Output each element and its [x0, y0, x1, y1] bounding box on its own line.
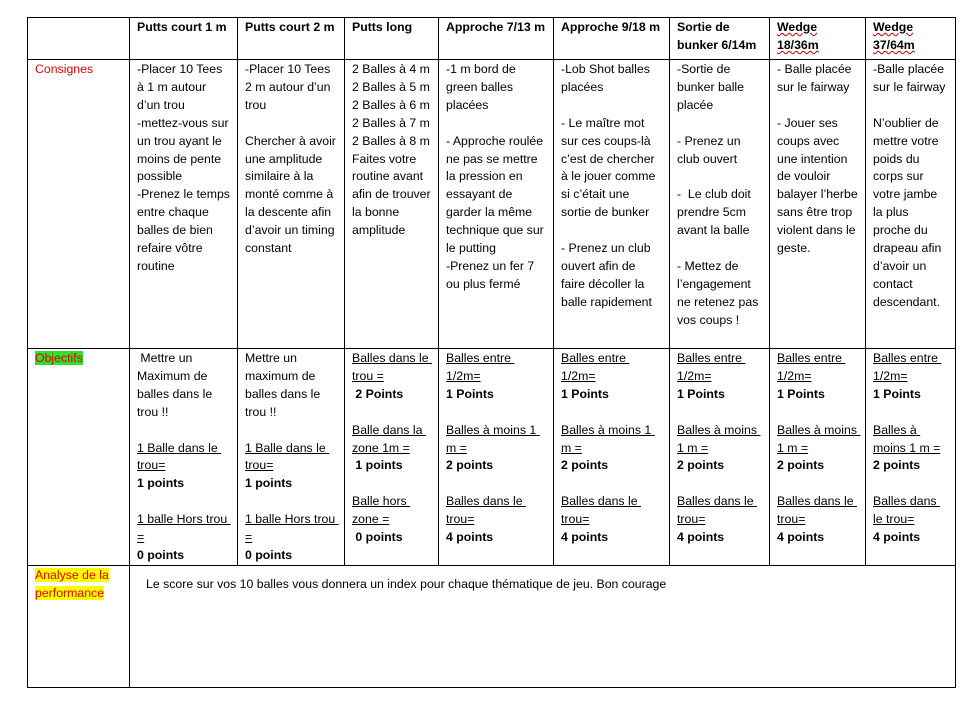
consigne-line: -Placer 10 Tees à 1 m autour d’un trou: [137, 62, 226, 112]
objectif-points: 1 points: [137, 476, 185, 491]
spacer: [777, 404, 858, 422]
objectif-points: 2 points: [446, 458, 494, 473]
objectifs-label: Objectifs: [35, 351, 83, 365]
evaluation-table: [27, 17, 956, 688]
spacer: [777, 475, 858, 493]
consigne-line: - Approche roulée ne pas se mettre la pression en essayant de garder la même technique que sur le putting: [446, 133, 548, 256]
objectifs-row: [28, 349, 956, 566]
objectif-criterion: Balles dans le trou=: [777, 494, 857, 527]
header-approche-9-18: Approche 9/18 m: [554, 18, 670, 60]
header-putts-long: Putts long: [345, 18, 439, 60]
objectif-intro: Mettre un Maximum de balles dans le trou !!: [137, 351, 216, 419]
objectif-points: 2 Points: [352, 386, 404, 401]
consigne-line: -mettez-vous sur un trou ayant le moins de pente possible: [137, 115, 232, 184]
spacer: [137, 493, 230, 511]
objectifs-cell: [238, 349, 345, 566]
consignes-label: Consignes: [35, 62, 94, 76]
consigne-line: [245, 115, 337, 133]
objectifs-label-cell: [28, 349, 130, 566]
consignes-row: [28, 60, 956, 349]
analyse-label: Analyse de la performance: [35, 567, 109, 600]
objectif-criterion: Balles dans le trou=: [677, 494, 757, 527]
header-approche-7-13: Approche 7/13 m: [439, 18, 554, 60]
objectif-points: 0 points: [352, 530, 403, 545]
objectif-criterion: 1 balle Hors trou =: [245, 512, 339, 545]
objectif-criterion: Balles dans le trou=: [561, 494, 641, 527]
consigne-line: [561, 97, 662, 115]
objectif-points: 1 Points: [777, 386, 825, 401]
objectif-criterion: Balles entre 1/2m=: [446, 351, 515, 383]
objectif-criterion: Balles entre 1/2m=: [777, 351, 846, 383]
spacer: [352, 475, 431, 493]
objectif-criterion: Balles à moins 1 m =: [446, 422, 540, 455]
objectif-criterion: Balles dans le trou=: [873, 494, 940, 527]
header-wedge-18-36-text: Wedge 18/36m: [777, 20, 819, 52]
consigne-line: - Prenez un club ouvert afin de faire décoller la balle rapidement: [561, 241, 654, 309]
objectif-criterion: 1 balle Hors trou =: [137, 512, 231, 545]
objectif-points: 1 points: [352, 458, 403, 473]
analyse-text: Le score sur vos 10 balles vous donnera un index pour chaque thématique de jeu. Bon courage: [130, 565, 956, 687]
consigne-line: - Jouer ses coups avec une intention de vouloir balayer l’herbe sans être trop violent dans le geste.: [777, 115, 862, 256]
objectif-points: 2 points: [873, 458, 921, 473]
objectif-points: 1 points: [245, 476, 293, 491]
consignes-cell: [554, 60, 670, 349]
objectif-criterion: Balles entre 1/2m=: [561, 351, 630, 383]
spacer: [561, 404, 662, 422]
consigne-line: [446, 115, 546, 133]
objectif-points: 4 points: [677, 530, 725, 545]
objectif-points: 4 points: [873, 530, 921, 545]
spacer: [677, 404, 762, 422]
objectif-criterion: Balle hors zone =: [352, 494, 411, 527]
objectif-points: 0 points: [137, 547, 185, 562]
consignes-cell: [238, 60, 345, 349]
objectif-criterion: Balle dans la zone 1m =: [352, 422, 426, 455]
objectif-points: 4 points: [561, 530, 609, 545]
objectif-intro: Mettre un maximum de balles dans le trou !!: [245, 351, 324, 419]
consigne-line: -Sortie de bunker balle placée: [677, 62, 748, 112]
objectifs-cell: [130, 349, 238, 566]
spacer: [245, 493, 337, 511]
objectif-points: 4 points: [777, 530, 825, 545]
spacer: [245, 422, 337, 440]
spacer: [446, 475, 546, 493]
objectif-criterion: Balles à moins 1 m =: [777, 422, 861, 455]
consigne-line: 2 Balles à 8 m: [352, 133, 430, 148]
header-putts-court-2m: Putts court 2 m: [238, 18, 345, 60]
consigne-line: N’oublier de mettre votre poids du corps sur votre jambe la plus proche du drapeau afin d’avoir un contact descendant.: [873, 115, 945, 309]
consigne-line: [677, 168, 762, 186]
objectif-criterion: 1 Balle dans le trou=: [137, 440, 222, 473]
spacer: [873, 404, 948, 422]
objectif-points: 2 points: [777, 458, 825, 473]
consigne-line: [561, 222, 662, 240]
consigne-line: -Prenez le temps entre chaque balles de bien refaire vôtre routine: [137, 187, 234, 273]
objectif-points: 1 Points: [446, 386, 494, 401]
objectif-criterion: Balles à moins 1 m =: [873, 422, 941, 455]
consigne-line: - Prenez un club ouvert: [677, 133, 744, 166]
consigne-line: [677, 115, 762, 133]
consigne-line: [677, 240, 762, 258]
consignes-cell: [345, 60, 439, 349]
consigne-line: - Balle placée sur le fairway: [777, 62, 855, 94]
objectifs-cell: [439, 349, 554, 566]
header-row: [28, 18, 956, 60]
consignes-label-cell: [28, 60, 130, 349]
objectif-criterion: 1 Balle dans le trou=: [245, 440, 330, 473]
consigne-line: - Mettez de l’engagement ne retenez pas vos coups !: [677, 258, 762, 327]
consigne-line: Faites votre routine avant afin de trouver la bonne amplitude: [352, 151, 435, 238]
objectif-criterion: Balles entre 1/2m=: [677, 351, 746, 383]
consigne-line: 2 Balles à 5 m: [352, 79, 430, 94]
consignes-cell: [130, 60, 238, 349]
spacer: [352, 404, 431, 422]
objectif-criterion: Balles dans le trou=: [446, 494, 526, 527]
objectifs-cell: [670, 349, 770, 566]
objectifs-cell: [866, 349, 956, 566]
analyse-row: [28, 565, 956, 687]
header-wedge-37-64: [866, 18, 956, 60]
objectif-points: 1 Points: [677, 386, 725, 401]
consigne-line: -1 m bord de green balles placées: [446, 62, 520, 112]
consignes-cell: [866, 60, 956, 349]
objectifs-cell: [345, 349, 439, 566]
objectif-points: 2 points: [677, 458, 725, 473]
consignes-cell: [770, 60, 866, 349]
spacer: [677, 475, 762, 493]
objectifs-cell: [770, 349, 866, 566]
objectifs-cell: [554, 349, 670, 566]
spacer: [446, 404, 546, 422]
header-corner: [28, 18, 130, 60]
objectif-criterion: Balles à moins 1 m =: [561, 422, 655, 455]
consignes-cell: [670, 60, 770, 349]
consignes-cell: [439, 60, 554, 349]
consigne-line: [777, 97, 858, 115]
consigne-line: 2 Balles à 4 m: [352, 62, 430, 76]
header-wedge-37-64-text: Wedge 37/64m: [873, 20, 915, 52]
objectif-criterion: Balles à moins 1 m =: [677, 422, 761, 455]
objectif-points: 4 points: [446, 530, 494, 545]
consigne-line: - Le maître mot sur ces coups-là c’est de chercher à le jouer comme si c’était une sortie de bunker: [561, 115, 659, 220]
objectif-points: 0 points: [245, 547, 293, 562]
header-wedge-18-36: [770, 18, 866, 60]
consigne-line: 2 Balles à 7 m: [352, 115, 430, 130]
spacer: [873, 475, 948, 493]
header-sortie-bunker: Sortie de bunker 6/14m: [670, 18, 770, 60]
analyse-label-cell: [28, 565, 130, 687]
consigne-line: [873, 97, 948, 115]
consigne-line: -Lob Shot balles placées: [561, 62, 654, 94]
header-putts-court-1m: Putts court 1 m: [130, 18, 238, 60]
objectif-points: 2 points: [561, 458, 609, 473]
consigne-line: Chercher à avoir une amplitude similaire à la monté comme à la descente afin d’avoir un timing constant: [245, 133, 340, 256]
objectif-points: 1 Points: [561, 386, 609, 401]
consigne-line: -Placer 10 Tees 2 m autour d’un trou: [245, 62, 334, 112]
objectif-criterion: Balles entre 1/2m=: [873, 351, 942, 383]
consigne-line: -Balle placée sur le fairway: [873, 62, 948, 94]
consigne-line: -Prenez un fer 7 ou plus fermé: [446, 258, 538, 291]
objectif-criterion: Balles dans le trou =: [352, 351, 432, 383]
consigne-line: 2 Balles à 6 m: [352, 97, 430, 112]
objectif-points: 1 Points: [873, 386, 921, 401]
spacer: [137, 422, 230, 440]
spacer: [561, 475, 662, 493]
consigne-line: - Le club doit prendre 5cm avant la balle: [677, 187, 755, 238]
